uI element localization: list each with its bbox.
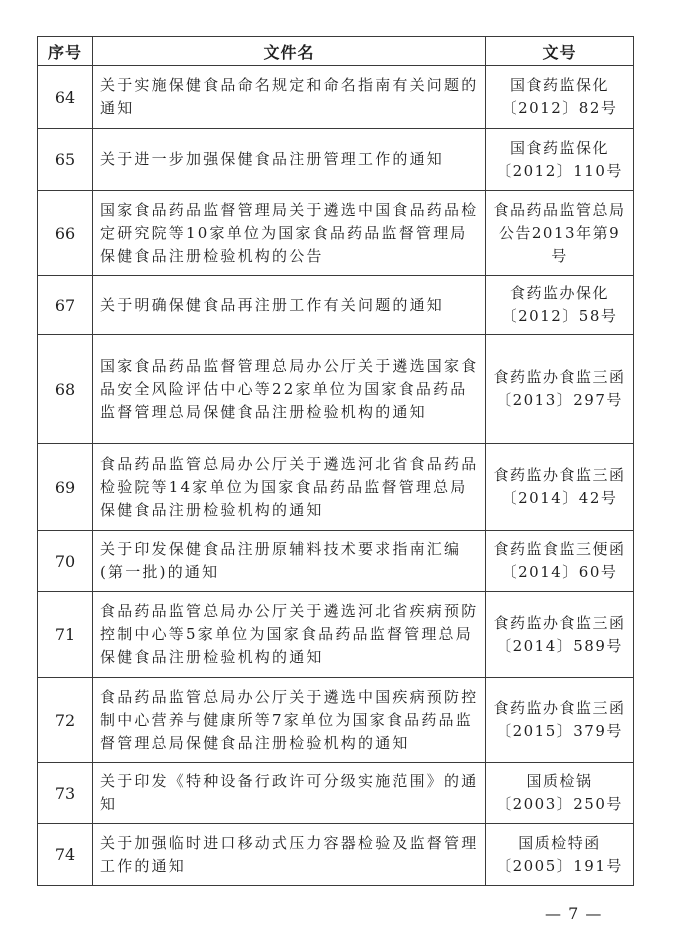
row-serial-number: 74 (38, 824, 93, 886)
table-header-row (38, 37, 634, 66)
row-serial-number: 65 (38, 129, 93, 191)
table-row (38, 191, 634, 276)
row-serial-number: 66 (38, 191, 93, 276)
row-serial-number: 68 (38, 335, 93, 444)
row-document-number: 食药监办食监三函〔2015〕379号 (486, 678, 634, 763)
table-row (38, 678, 634, 763)
table-row (38, 531, 634, 592)
table-row (38, 335, 634, 444)
header-document-number: 文号 (486, 37, 634, 66)
row-serial-number: 72 (38, 678, 93, 763)
row-document-name: 关于进一步加强保健食品注册管理工作的通知 (93, 129, 486, 191)
row-document-number: 食药监办食监三函〔2013〕297号 (486, 335, 634, 444)
table-row (38, 763, 634, 824)
row-document-number: 食药监办保化〔2012〕58号 (486, 276, 634, 335)
row-document-name: 国家食品药品监督管理总局办公厅关于遴选国家食品安全风险评估中心等22家单位为国家食品药品监督管理总局保健食品注册检验机构的通知 (93, 335, 486, 444)
document-list-table (37, 36, 634, 886)
table-row (38, 592, 634, 678)
row-document-name: 国家食品药品监督管理局关于遴选中国食品药品检定研究院等10家单位为国家食品药品监督管理局保健食品注册检验机构的公告 (93, 191, 486, 276)
table-row (38, 66, 634, 129)
row-document-number: 食品药品监管总局公告2013年第9号 (486, 191, 634, 276)
row-document-name: 关于印发保健食品注册原辅料技术要求指南汇编(第一批)的通知 (93, 531, 486, 592)
row-serial-number: 71 (38, 592, 93, 678)
row-serial-number: 64 (38, 66, 93, 129)
table-row (38, 824, 634, 886)
row-document-name: 食品药品监管总局办公厅关于遴选中国疾病预防控制中心营养与健康所等7家单位为国家食品药品监督管理总局保健食品注册检验机构的通知 (93, 678, 486, 763)
row-document-number: 食药监办食监三函〔2014〕589号 (486, 592, 634, 678)
row-serial-number: 67 (38, 276, 93, 335)
row-document-number: 国质检锅〔2003〕250号 (486, 763, 634, 824)
row-document-name: 关于印发《特种设备行政许可分级实施范围》的通知 (93, 763, 486, 824)
table-row (38, 276, 634, 335)
header-serial-number: 序号 (38, 37, 93, 66)
row-document-number: 国食药监保化〔2012〕110号 (486, 129, 634, 191)
row-document-number: 国食药监保化〔2012〕82号 (486, 66, 634, 129)
row-document-name: 关于实施保健食品命名规定和命名指南有关问题的通知 (93, 66, 486, 129)
table-row (38, 444, 634, 531)
row-document-number: 食药监办食监三函〔2014〕42号 (486, 444, 634, 531)
row-document-name: 关于加强临时进口移动式压力容器检验及监督管理工作的通知 (93, 824, 486, 886)
row-document-number: 国质检特函〔2005〕191号 (486, 824, 634, 886)
row-document-name: 食品药品监管总局办公厅关于遴选河北省疾病预防控制中心等5家单位为国家食品药品监督管理总局保健食品注册检验机构的通知 (93, 592, 486, 678)
table-row (38, 129, 634, 191)
row-document-number: 食药监食监三便函〔2014〕60号 (486, 531, 634, 592)
page-number: — 7 — (545, 904, 603, 923)
document-page (37, 36, 633, 886)
row-document-name: 食品药品监管总局办公厅关于遴选河北省食品药品检验院等14家单位为国家食品药品监督管理总局保健食品注册检验机构的通知 (93, 444, 486, 531)
row-serial-number: 70 (38, 531, 93, 592)
row-serial-number: 73 (38, 763, 93, 824)
row-serial-number: 69 (38, 444, 93, 531)
header-document-name: 文件名 (93, 37, 486, 66)
row-document-name: 关于明确保健食品再注册工作有关问题的通知 (93, 276, 486, 335)
